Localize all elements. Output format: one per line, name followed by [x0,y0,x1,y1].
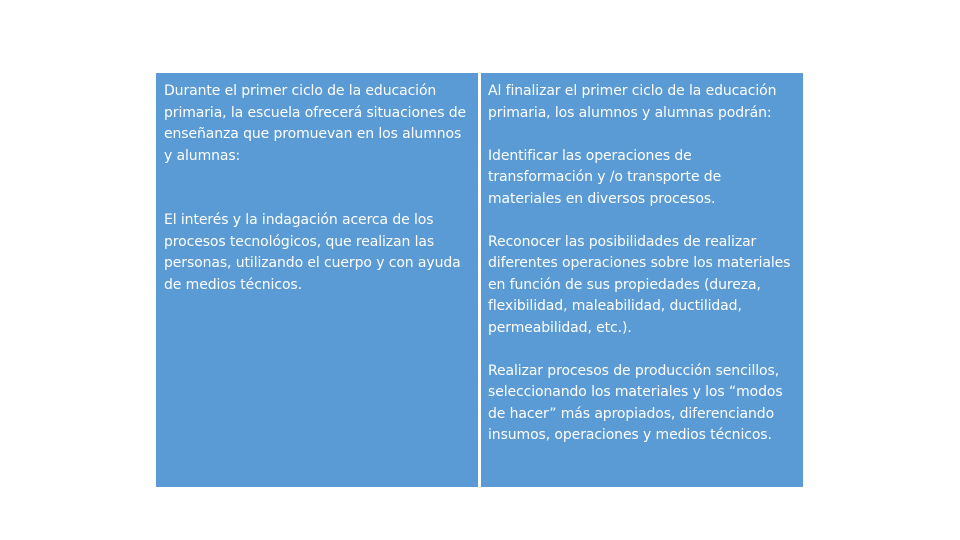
right-outcome-1-text: Identificar las operaciones de transformación y /o transporte de materiales en diversos procesos. [488,147,722,207]
left-objective-text: El interés y la indagación acerca de los procesos tecnológicos, que realizan las personas, utilizando el cuerpo y con ayuda de medios técnicos. [164,212,461,293]
left-intro-text: Durante el primer ciclo de la educación primaria, la escuela ofrecerá situaciones de enseñanza que promuevan en los alumnos y alumnas: [164,83,467,164]
right-table-cell [481,73,803,487]
right-outcome-3-text: Realizar procesos de producción sencillos, seleccionando los materiales y los “modos de hacer” más apropiados, diferenciando insumos, operaciones y medios técnicos. [488,362,783,443]
left-table-cell [156,73,478,487]
right-outcome-2-text: Reconocer las posibilidades de realizar diferentes operaciones sobre los materiales en función de sus propiedades (dureza, flexibilidad, maleabilidad, ductilidad, permeabilidad, etc.). [488,233,791,336]
right-intro-text: Al finalizar el primer ciclo de la educación primaria, los alumnos y alumnas podrán: [488,83,777,121]
